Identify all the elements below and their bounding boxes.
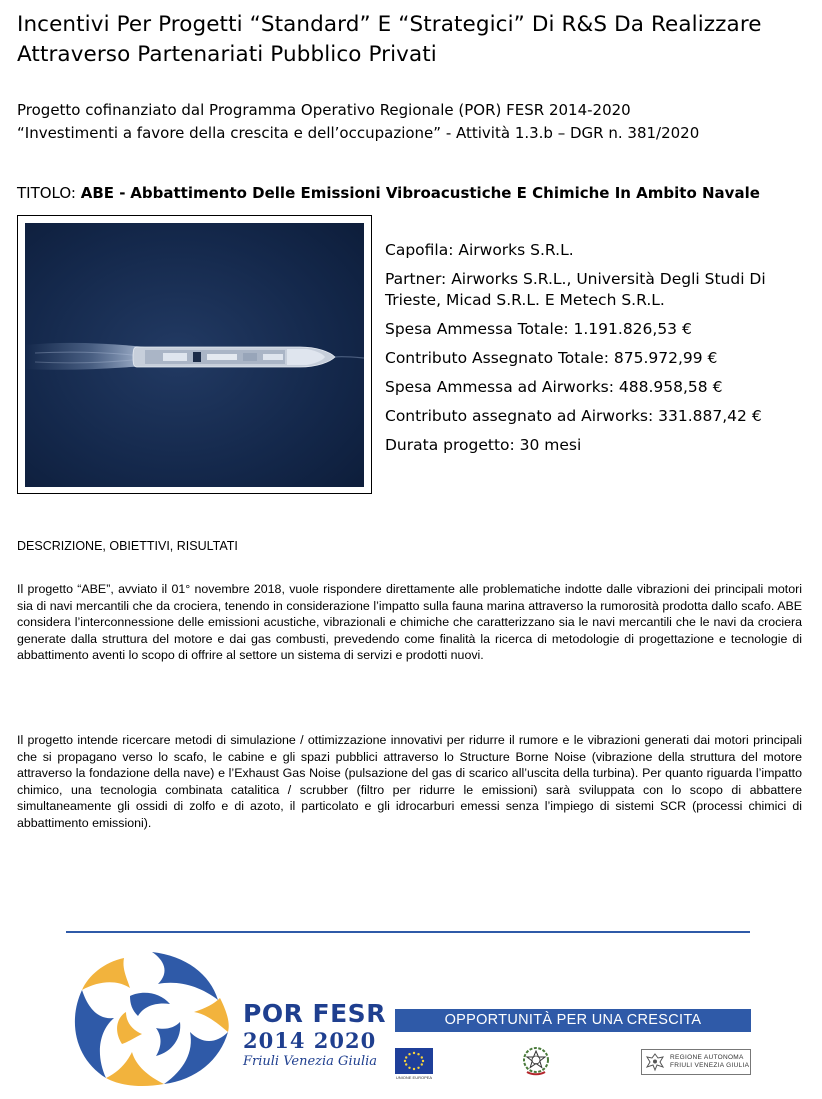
- por-period-label: 2014 2020: [243, 1028, 377, 1053]
- project-details: [385, 240, 805, 464]
- cofinancing-line-1: Progetto cofinanziato dal Programma Operativo Regionale (POR) FESR 2014-2020: [17, 101, 631, 119]
- page-title: Incentivi Per Progetti “Standard” E “Strategici” Di R&S Da Realizzare Attraverso Partenariati Pubblico Privati: [17, 12, 762, 67]
- project-title-label: TITOLO:: [17, 184, 76, 202]
- description-paragraph-2: Il progetto intende ricercare metodi di simulazione / ottimizzazione innovativi per ridurre il rumore e le vibrazioni generati dai motori principali che si propagano verso lo scafo, le cabine e gli spazi pubblici attraverso lo Structure Borne Noise (vibrazione della struttura del motore attraverso la fondazione della nave) e l’Exhaust Gas Noise (pulsazione del gas di scarico all’uscita della turbina). Per quanto riguarda l’impatto chimico, una tecnologia combinata catalitica / scrubber (filtro per ridurre le emissioni) sarà sviluppata con lo scopo di abbattere simultaneamente gli ossidi di zolfo e di azoto, il particolato e gli idrocarburi emessi senza l’impiego di sistemi SCR (processi chimici di abbattimento emissioni).: [17, 733, 802, 830]
- cofinancing-note: [17, 99, 807, 145]
- por-fesr-label: POR FESR: [243, 999, 386, 1028]
- description-heading: DESCRIZIONE, OBIETTIVI, RISULTATI: [17, 539, 238, 553]
- sustainable-growth-banner: OPPORTUNITÀ PER UNA CRESCITA SOSTENIBILE: [395, 1009, 751, 1032]
- italian-republic-emblem-icon: [521, 1046, 551, 1076]
- fvg-region-text: [670, 1054, 749, 1070]
- eu-flag-icon: [395, 1048, 433, 1074]
- description-paragraph-1: Il progetto “ABE”, avviato il 01° novembre 2018, vuole rispondere direttamente alle problematiche indotte dalle vibrazioni dei principali motori sia di navi mercantili che da crociera, tenendo in considerazione l’impatto sulla fauna marina attraverso la rumorosità prodotta dallo scafo. ABE considera l’interconnessione delle emissioni acustiche, vibrazionali e chimiche che caratterizzano sia le navi mercantili che le navi da crociera generate dalla struttura del motore e dai gas combusti, prevedendo come finalità la ricerca di metodologie di progettazione e tecnologie di abbattimento aventi lo scopo di offrire al settore un sistema di servizi e prodotti nuovi.: [17, 582, 802, 662]
- ship-aerial-photo: [25, 223, 364, 487]
- por-region-label: Friuli Venezia Giulia: [243, 1054, 378, 1069]
- partners: Partner: Airworks S.R.L., Università Degli Studi Di Trieste, Micad S.R.L. E Metech S.R.L.: [385, 270, 766, 309]
- total-grant: Contributo Assegnato Totale: 875.972,99 €: [385, 349, 718, 367]
- project-duration: Durata progetto: 30 mesi: [385, 436, 582, 454]
- region-line-1: REGIONE AUTONOMA: [670, 1054, 744, 1061]
- por-fesr-wordmark: [243, 1000, 386, 1069]
- airworks-grant: Contributo assegnato ad Airworks: 331.887,42 €: [385, 407, 762, 425]
- project-title: [17, 183, 817, 203]
- lead-partner: Capofila: Airworks S.R.L.: [385, 241, 574, 259]
- region-line-2: FRIULI VENEZIA GIULIA: [670, 1062, 750, 1069]
- project-acronym: ABE -: [80, 184, 126, 202]
- project-name: Abbattimento Delle Emissioni Vibroacustiche E Chimiche In Ambito Navale: [130, 184, 760, 202]
- footer-divider: [66, 931, 750, 933]
- airworks-eligible-expense: Spesa Ammessa ad Airworks: 488.958,58 €: [385, 378, 723, 396]
- eu-caption: UNIONE EUROPEA: [395, 1075, 433, 1080]
- fvg-region-logo: [641, 1049, 751, 1075]
- por-fesr-swirl-icon: [60, 948, 242, 1088]
- ship-photo-frame: [17, 215, 372, 494]
- cofinancing-line-2: “Investimenti a favore della crescita e dell’occupazione” - Attività 1.3.b – DGR n. 381/2020: [17, 124, 700, 142]
- total-eligible-expense: Spesa Ammessa Totale: 1.191.826,53 €: [385, 320, 692, 338]
- fvg-eagle-icon: [645, 1052, 665, 1072]
